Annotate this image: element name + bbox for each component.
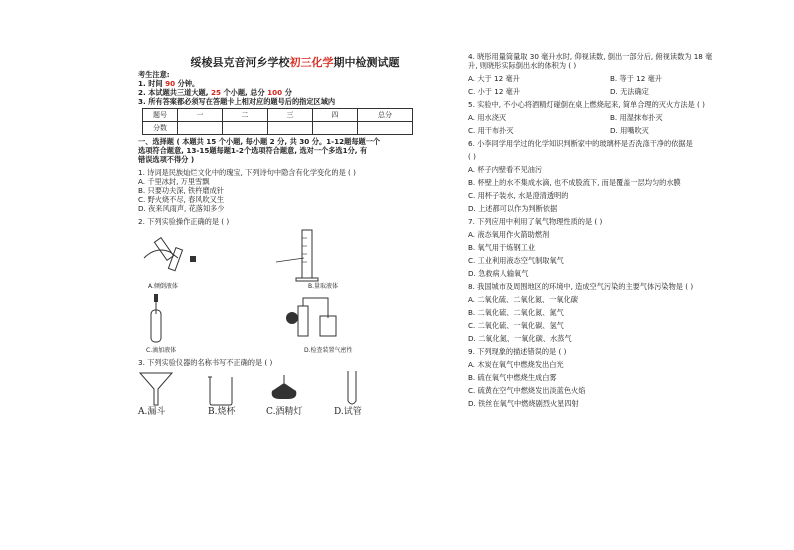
left-column — [138, 70, 443, 418]
section1-intro-line1: 一、选择题 ( 本题共 15 个小题, 每小题 2 分, 共 30 分。1-12题每题一个 — [138, 137, 381, 146]
table-cell: 题号 — [143, 109, 178, 122]
q6-paren: ( ) — [468, 152, 476, 161]
q7-option-d: D. 急救病人输氧气 — [468, 269, 529, 278]
score-input-cell[interactable] — [223, 122, 268, 135]
q9-stem: 9. 下列现象的描述错误的是 ( ) — [468, 347, 567, 356]
q3-figure-row — [138, 369, 443, 407]
q6-option-a: A. 杯子内壁看不见油污 — [468, 165, 543, 174]
q6-option-d: D. 上述都可以作为判断依据 — [468, 204, 558, 213]
q1-option-a: A. 千里冰封, 万里雪飘 — [138, 177, 210, 186]
table-cell: 分数 — [143, 122, 178, 135]
q5-option-a: A. 用水浇灭 — [468, 113, 507, 122]
q7-option-c: C. 工业利用液态空气制取氧气 — [468, 256, 564, 265]
graduated-cylinder-icon — [268, 228, 348, 286]
q3-caption-a: A.漏斗 — [138, 407, 166, 417]
q2-figure-a — [138, 228, 268, 290]
score-input-cell[interactable] — [268, 122, 313, 135]
q2-caption-c: C.滴加液体 — [146, 346, 177, 354]
q5-option-d: D. 用嘴吹灭 — [610, 126, 649, 135]
q3-caption-c: C.酒精灯 — [266, 407, 303, 417]
q9-option-b: B. 硫在氧气中燃烧生成白雾 — [468, 373, 557, 382]
q1-option-b: B. 只要功夫深, 铁杵磨成针 — [138, 186, 224, 195]
q5-options-row1 — [468, 113, 768, 122]
test-tube-icon — [348, 371, 356, 404]
q6-stem: 6. 小李同学用学过的化学知识判断家中的玻璃杯是否洗涤干净的依据是 — [468, 139, 693, 148]
alcohol-lamp-icon — [272, 383, 297, 399]
q3-caption-row — [138, 407, 443, 418]
q2-figure-row-1 — [138, 228, 443, 290]
pouring-liquid-icon — [138, 228, 208, 278]
q2-caption-d: D.检查装置气密性 — [304, 346, 353, 354]
q8-option-b: B. 二氧化硫、二氧化氮、氮气 — [468, 308, 564, 317]
score-input-cell[interactable] — [178, 122, 223, 135]
table-cell: 三 — [268, 109, 313, 122]
q4-option-a: A. 大于 12 毫升 — [468, 74, 520, 83]
q5-option-c: C. 用干布扑灭 — [468, 126, 514, 135]
table-cell: 二 — [223, 109, 268, 122]
score-input-cell[interactable] — [313, 122, 358, 135]
q2-caption-b: B.量取液体 — [308, 282, 339, 290]
exam-title: 绥棱县克音河乡学校初三化学期中检测试题 — [190, 56, 400, 69]
section1-intro-line3: 错误选项不得分 ) — [138, 155, 195, 164]
q2-figure-d — [268, 292, 398, 354]
q3-caption-d: D.试管 — [334, 407, 362, 417]
q3-caption-b: B.烧杯 — [208, 407, 236, 417]
q9-option-d: D. 铁丝在氧气中燃烧剧烈火星四射 — [468, 399, 579, 408]
score-table-score-row — [143, 122, 413, 135]
funnel-icon — [140, 373, 172, 405]
q1-option-c: C. 野火烧不尽, 春风吹又生 — [138, 195, 225, 204]
q2-figure-c — [138, 292, 268, 354]
notice-item-2: 2. 本试题共三道大题, 25 个小题, 总分 100 分 — [138, 88, 292, 97]
dropper-icon — [138, 292, 198, 350]
q5-stem: 5. 实验中, 不小心将酒精灯碰倒在桌上燃烧起来, 简单合理的灭火方法是 ( ) — [468, 100, 705, 109]
score-table-header-row — [143, 109, 413, 122]
q2-figure-b — [268, 228, 398, 290]
q9-option-c: C. 硫黄在空气中燃烧发出淡蓝色火焰 — [468, 386, 586, 395]
q6-option-b: B. 杯壁上的水不集成水滴, 也不成股流下, 而是覆盖一层均匀的水膜 — [468, 178, 681, 187]
table-cell: 总分 — [358, 109, 413, 122]
section1-intro-line2: 选项符合题意, 13-15题每题1-2个选项符合题意, 选对一个多选1分, 有 — [138, 146, 368, 155]
q8-option-d: D. 二氧化氮、一氧化碳、水蒸气 — [468, 334, 572, 343]
q5-options-row2 — [468, 126, 768, 135]
lab-apparatus-icons — [138, 369, 438, 407]
q9-option-a: A. 木炭在氧气中燃烧发出白光 — [468, 360, 564, 369]
q1-stem: 1. 诗词是民族灿烂文化中的瑰宝, 下列诗句中隐含有化学变化的是 ( ) — [138, 168, 356, 177]
q1-option-d: D. 夜来风雨声, 花落知多少 — [138, 204, 225, 213]
score-table — [142, 108, 413, 135]
table-cell: 四 — [313, 109, 358, 122]
q7-option-b: B. 氧气用于炼钢工业 — [468, 243, 536, 252]
notice-item-3: 3. 所有答案都必须写在答题卡上相对应的题号后的指定区域内 — [138, 97, 336, 106]
airtightness-apparatus-icon — [268, 292, 348, 350]
q4-stem-line1: 4. 晓彤用量筒量取 30 毫升水时, 仰视读数, 倒出一部分后, 俯视读数为 18 毫 — [468, 52, 713, 61]
table-cell: 一 — [178, 109, 223, 122]
notice-item-1: 1. 时间 90 分钟。 — [138, 79, 200, 88]
right-column — [468, 52, 768, 408]
q8-option-a: A. 二氧化硫、二氧化氮、一氧化碳 — [468, 295, 578, 304]
q4-options-row1 — [468, 74, 768, 83]
q4-options-row2 — [468, 87, 768, 96]
q2-stem: 2. 下列实验操作正确的是 ( ) — [138, 217, 230, 226]
q8-option-c: C. 二氧化硫、一氧化碳、氢气 — [468, 321, 564, 330]
q6-option-c: C. 用杯子装水, 水是澄清透明的 — [468, 191, 569, 200]
notice-header: 考生注意: — [138, 70, 170, 79]
q2-figure-row-2 — [138, 292, 443, 354]
q3-stem: 3. 下列实验仪器的名称书写不正确的是 ( ) — [138, 358, 273, 367]
q2-caption-a: A.倾倒液体 — [148, 282, 178, 290]
score-input-cell[interactable] — [358, 122, 413, 135]
q4-stem-line2: 升, 则晓彤实际倒出水的体积为 ( ) — [468, 61, 577, 70]
beaker-icon — [208, 377, 232, 405]
q4-option-b: B. 等于 12 毫升 — [610, 74, 662, 83]
q8-stem: 8. 我国城市及周围地区的环境中, 造成空气污染的主要气体污染物是 ( ) — [468, 282, 694, 291]
q7-stem: 7. 下列应用中利用了氧气物理性质的是 ( ) — [468, 217, 603, 226]
q4-option-c: C. 小于 12 毫升 — [468, 87, 521, 96]
q5-option-b: B. 用湿抹布扑灭 — [610, 113, 663, 122]
q7-option-a: A. 液态氧用作火箭助燃剂 — [468, 230, 550, 239]
q4-option-d: D. 无法确定 — [610, 87, 649, 96]
